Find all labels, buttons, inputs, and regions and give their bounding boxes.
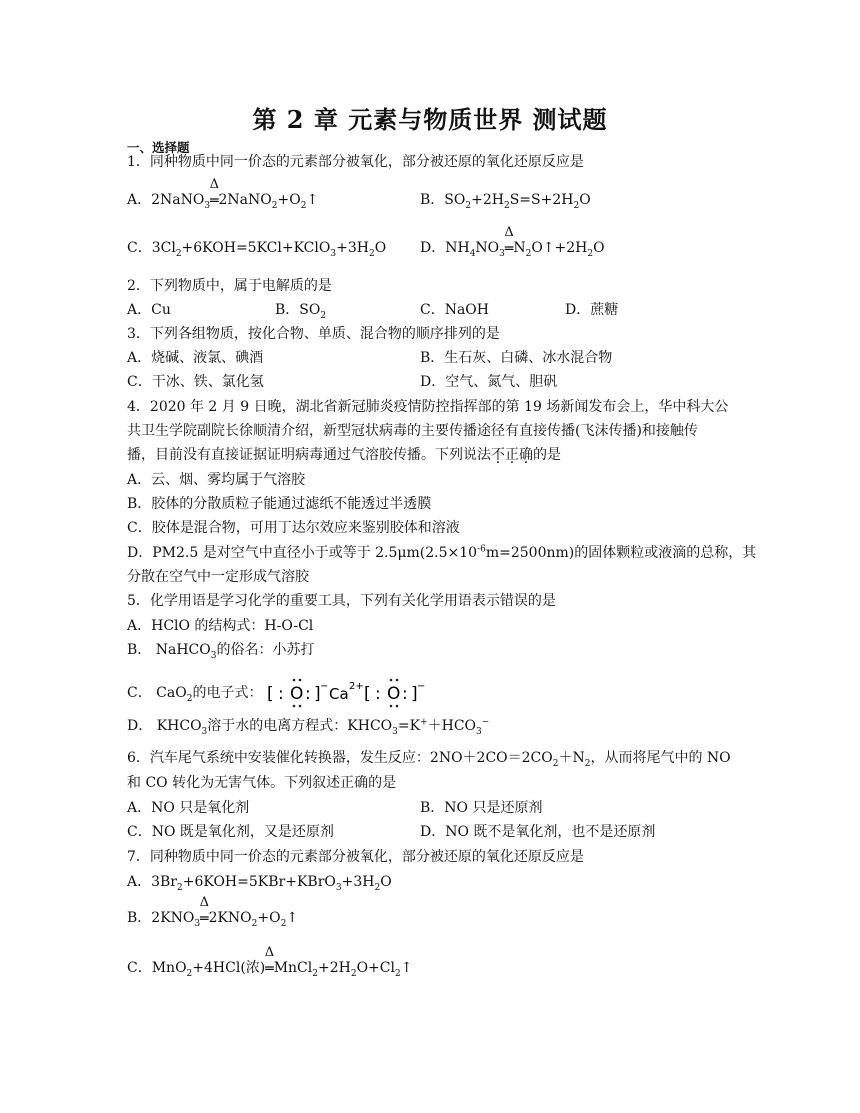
q7-option-b[interactable]: B．$2KNO_3$ Δ $═2KNO_2+O_2↑$: [127, 895, 299, 929]
q6-option-b[interactable]: B．NO 只是还原剂: [420, 800, 543, 816]
q7-stem: 7．同种物质中同一价态的元素部分被氧化，部分被还原的氧化还原反应是: [127, 849, 584, 865]
q3-option-b[interactable]: B．生石灰、白磷、冰水混合物: [420, 350, 613, 366]
q4-stem-line2: 共卫生学院副院长徐顺清介绍，新型冠状病毒的主要传播途径有直接传播(飞沫传播)和接触传: [127, 423, 698, 439]
svg-text::: :: [304, 684, 311, 704]
q5-option-b[interactable]: B． NaHCO$_3$的俗名：小苏打: [127, 642, 315, 661]
q1-option-c[interactable]: C．$3Cl_2+6KOH=5KCl+KClO_3+3H_2O$: [127, 240, 387, 259]
q7-option-a[interactable]: A．$3Br_2+6KOH=5KBr+KBrO_3+3H_2O$: [127, 874, 392, 893]
q2-option-a[interactable]: A．Cu: [127, 302, 171, 318]
heat-equals-sign: Δ ═: [209, 177, 219, 209]
q6-option-d[interactable]: D．NO 既不是氧化剂，也不是还原剂: [420, 824, 656, 840]
q1-option-b[interactable]: B．$SO_2+2H_2S=S+2H_2O$: [420, 192, 591, 211]
q5-option-a[interactable]: A．HClO 的结构式：H-O-Cl: [127, 618, 314, 634]
q7-option-c[interactable]: C．MnO$_2$+4HCl(浓) Δ $═MnCl_2+2H_2O+Cl_2↑$: [127, 945, 413, 979]
q6-option-a[interactable]: A．NO 只是氧化剂: [127, 800, 250, 816]
q3-option-c[interactable]: C．干冰、铁、氯化氢: [127, 374, 264, 390]
q4-option-b[interactable]: B．胶体的分散质粒子能通过滤纸不能透过半透膜: [127, 496, 432, 512]
svg-text:Ca: Ca: [328, 685, 349, 703]
svg-text:O: O: [289, 684, 304, 704]
q5-option-d[interactable]: D． $KHCO_3$溶于水的电离方程式：$KHCO_3=K^++HCO_3^-$: [127, 717, 490, 737]
svg-text:−: −: [319, 681, 329, 692]
q3-stem: 3．下列各组物质，按化合物、单质、混合物的顺序排列的是: [127, 326, 500, 342]
q4-option-d-line1[interactable]: D．PM2.5 是对空气中直径小于或等于 $2.5\mu m(2.5\times 10^{-6}m=2500nm)$的固体颗粒或液滴的总称，其: [127, 544, 757, 561]
svg-text::: :: [401, 684, 408, 704]
svg-text:−: −: [416, 681, 426, 692]
svg-text::: :: [374, 684, 381, 704]
svg-text:]: ]: [313, 684, 321, 704]
q4-stem-line3: 播，目前没有直接证据证明病毒通过气溶胶传播。下列说法不正确的是: [127, 447, 561, 463]
heat-equals-sign: Δ ═: [264, 945, 275, 977]
q4-stem-line1: 4．2020 年 2 月 9 日晚，湖北省新冠肺炎疫情防控指挥部的第 19 场新闻发布会上，华中科大公: [127, 399, 729, 415]
q2-stem: 2．下列物质中，属于电解质的是: [127, 278, 332, 294]
q6-stem-line1: 6．汽车尾气系统中安装催化转换器，发生反应：$2NO+2CO=2CO_2+N_2$，从而将尾气中的 NO: [127, 750, 731, 769]
svg-text::: :: [277, 684, 284, 704]
q3-option-d[interactable]: D．空气、氮气、胆矾: [420, 374, 558, 390]
section-heading: 一、选择题: [127, 140, 190, 155]
page-title: 第 2 章 元素与物质世界 测试题: [252, 105, 608, 134]
svg-text:]: ]: [410, 684, 418, 704]
q4-option-d-line2: 分散在空气中一定形成气溶胶: [127, 569, 309, 585]
q5-option-c[interactable]: C． CaO$_2$的电子式： [ : O : ] − Ca 2+ [ : O : ] −: [127, 676, 437, 710]
svg-text:2+: 2+: [348, 681, 364, 692]
q1-option-a[interactable]: A．2NaNO$_3$ Δ $═2NaNO_2+O_2↑$: [127, 177, 319, 211]
svg-text:[: [: [363, 684, 371, 704]
heat-equals-sign: Δ ═: [199, 895, 210, 927]
q1-option-d[interactable]: D．$NH_4NO_3$ Δ $═N_2O↑+2H_2O$: [420, 225, 605, 259]
q2-option-b[interactable]: B．$SO_2$: [275, 302, 327, 321]
cao2-lewis-structure: [267, 676, 437, 710]
q6-option-c[interactable]: C．NO 既是氧化剂，又是还原剂: [127, 824, 334, 840]
q2-option-c[interactable]: C．NaOH: [420, 302, 489, 318]
q5-stem: 5．化学用语是学习化学的重要工具，下列有关化学用语表示错误的是: [127, 593, 556, 609]
svg-text:O: O: [386, 684, 401, 704]
q4-option-c[interactable]: C．胶体是混合物，可用丁达尔效应来鉴别胶体和溶液: [127, 520, 460, 536]
heat-equals-sign: Δ ═: [504, 225, 514, 257]
q4-option-a[interactable]: A．云、烟、雾均属于气溶胶: [127, 472, 306, 488]
q3-option-a[interactable]: A．烧碱、液氯、碘酒: [127, 350, 264, 366]
svg-text:[: [: [266, 684, 274, 704]
q6-stem-line2: 和 CO 转化为无害气体。下列叙述正确的是: [127, 775, 397, 791]
q2-option-d[interactable]: D．蔗糖: [565, 302, 619, 318]
q1-stem: 1．同种物质中同一价态的元素部分被氧化，部分被还原的氧化还原反应是: [127, 154, 584, 170]
